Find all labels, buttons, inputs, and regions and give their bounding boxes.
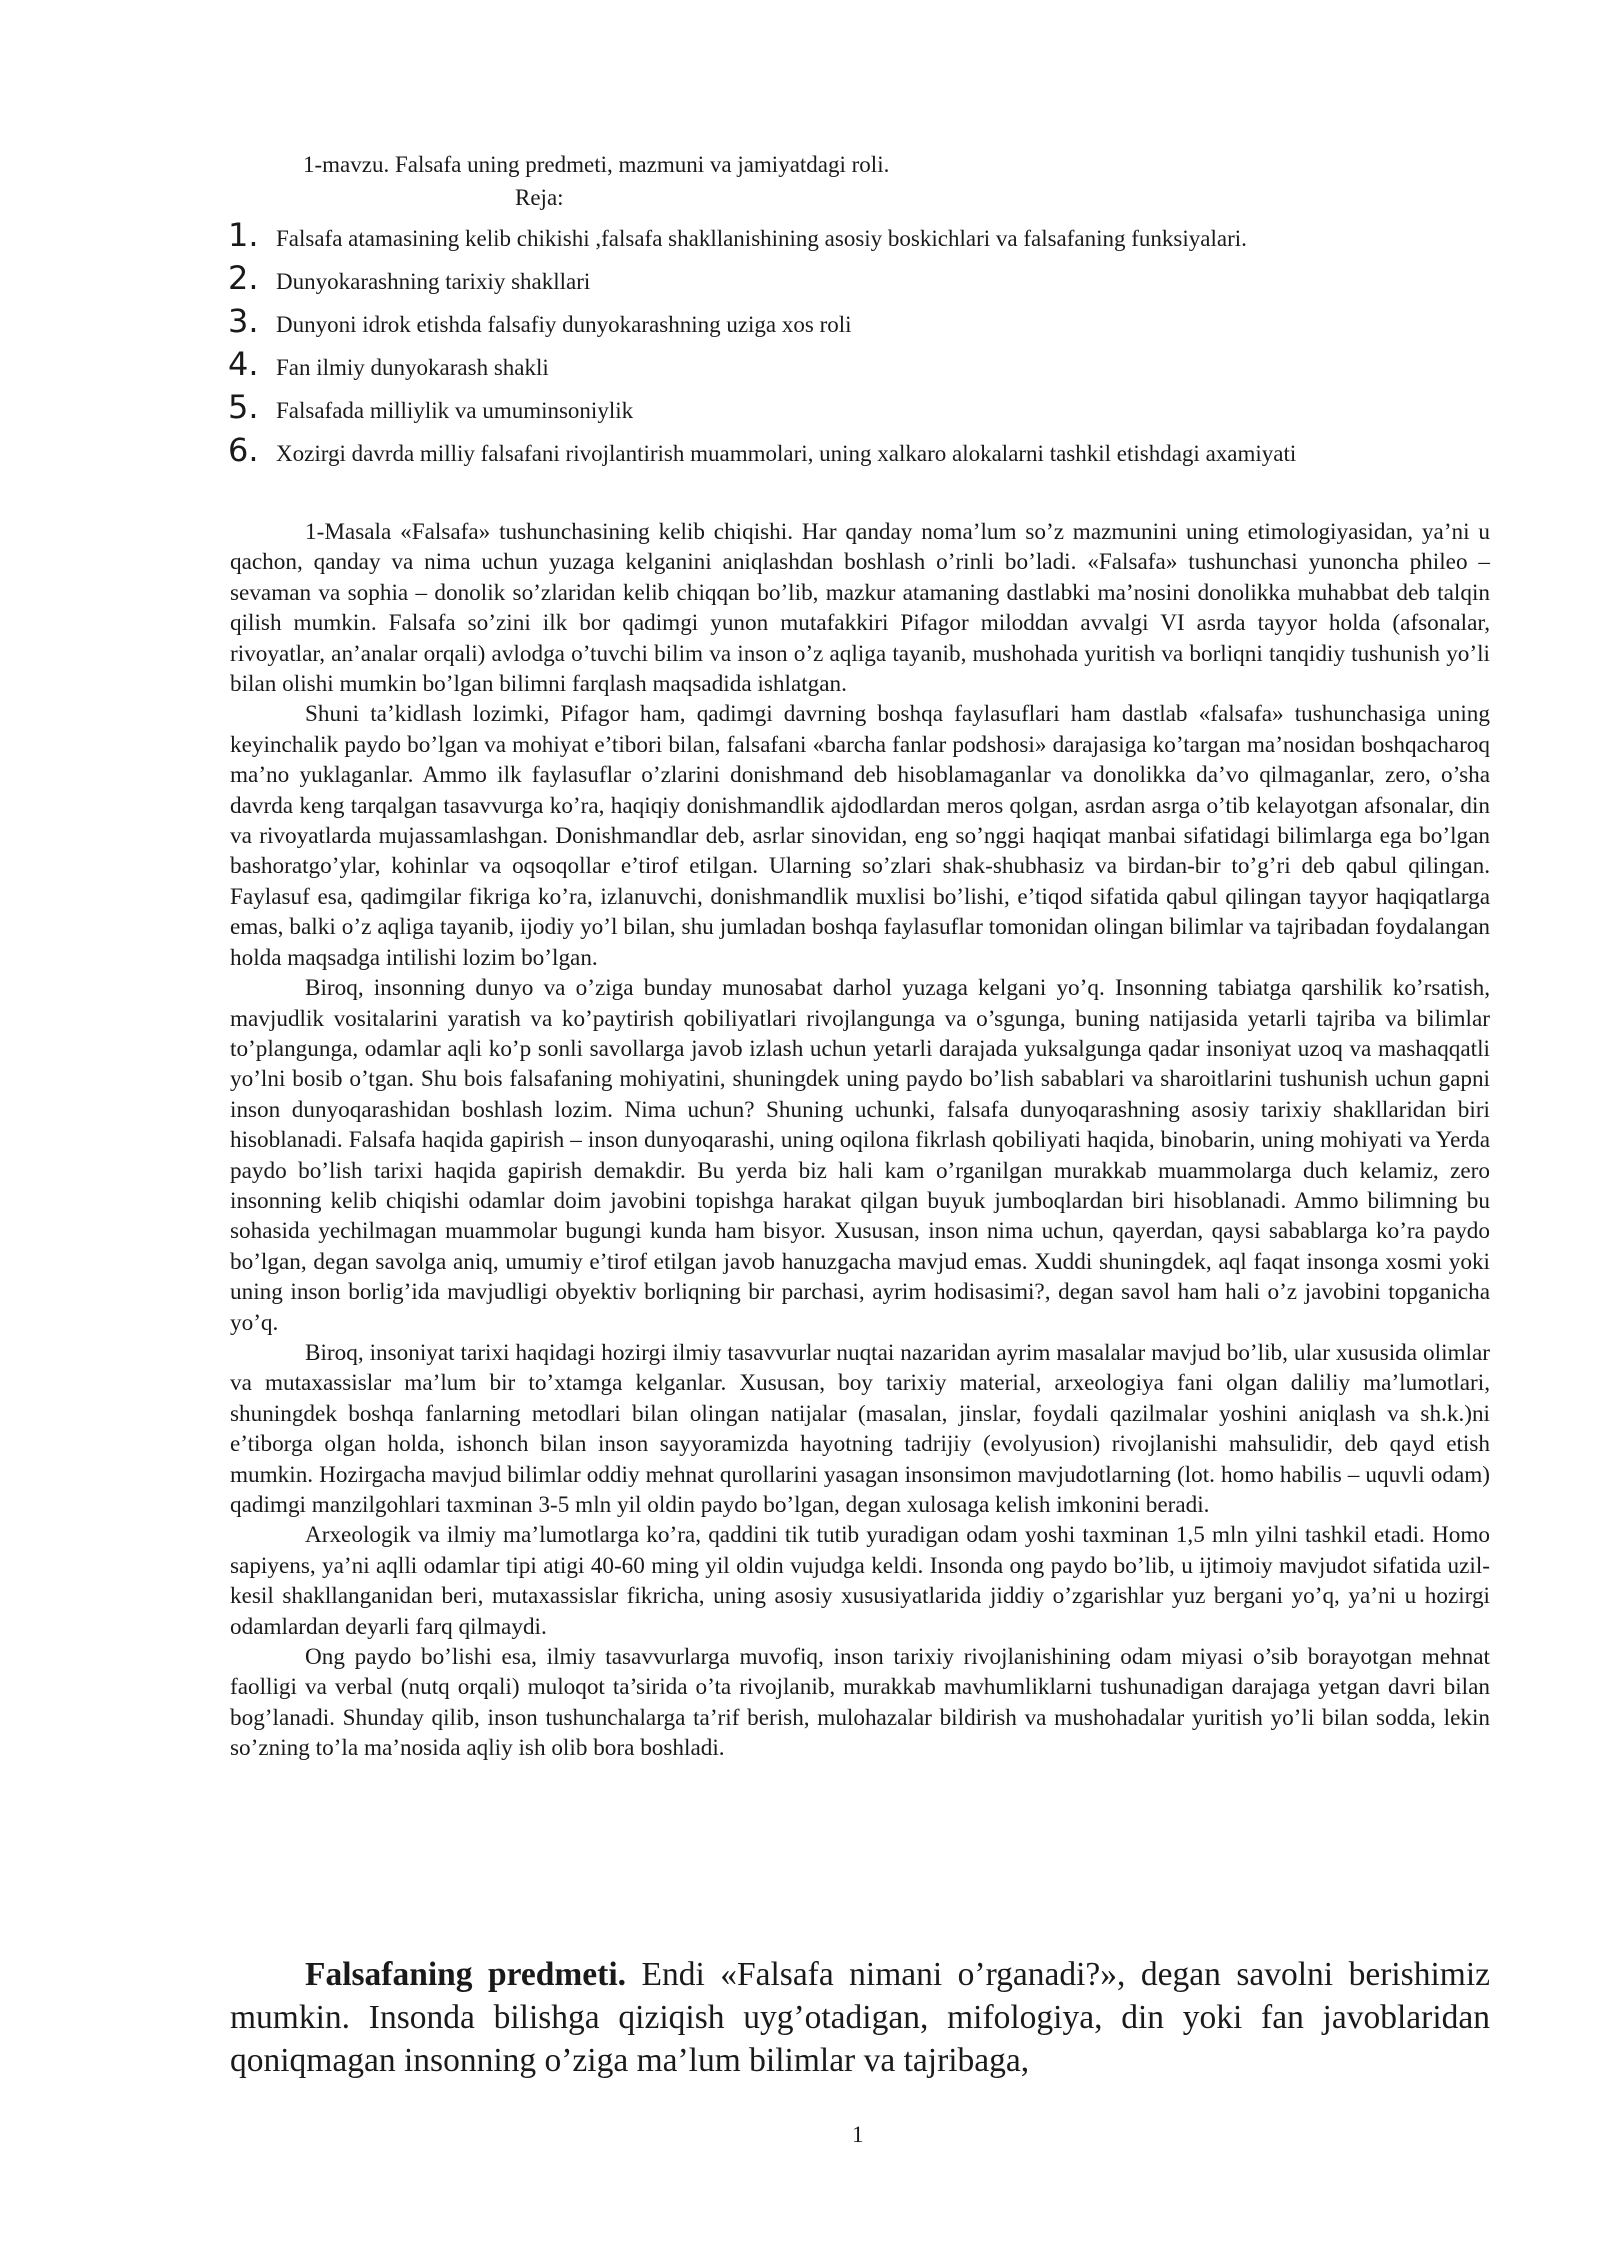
- plan-item-number: 6.: [228, 431, 259, 469]
- plan-item: [228, 431, 1528, 474]
- plan-item-text: Dunyokarashning tarixiy shakllari: [276, 269, 591, 294]
- paragraph: Biroq, insoniyat tarixi haqidagi hozirgi ilmiy tasavvurlar nuqtai nazaridan ayrim masalalar mavjud bo’lib, ular xususida olimlar va mutaxassislar ma’lum bir to’xtamga kelganlar. Xususan, boy tarixiy material, arxeologiya fani olgan daliliy ma’lumotlari, shuningdek boshqa fanlarning metodlari bilan olingan natijalar (masalan, jinslar, foydali qazilmalar yoshini aniqlash va sh.k.)ni e’tiborga olgan holda, ishonch bilan inson sayyoramizda hayotning tadrijiy (evolyusion) rivojlanishi mahsulidir, deb qayd etish mumkin. Hozirgacha mavjud bilimlar oddiy mehnat qurollarini yasagan insonsimon mavjudotlarning (lot. homo habilis – uquvli odam) qadimgi manzilgohlari taxminan 3-5 mln yil oldin paydo bo’lgan, degan xulosaga kelish imkonini beradi.: [230, 1339, 1490, 1518]
- body-text: [230, 517, 1490, 1764]
- section-text: Endi «Falsafa nimani o’rganadi?», degan savolni berishimiz mumkin. Insonda bilishga qiziqish uyg’otadigan, mifologiya, din yoki fan javoblaridan qoniqmagan insonning o’ziga ma’lum bilimlar va tajribaga,: [230, 1956, 1490, 2079]
- section-block: [230, 1953, 1490, 2082]
- plan-item-text: Falsafada milliylik va umuminsoniylik: [276, 398, 634, 423]
- plan-item: [228, 345, 1528, 388]
- section-paragraph: [230, 1953, 1490, 2082]
- plan-item-text: Dunyoni idrok etishda falsafiy dunyokarashning uziga xos roli: [276, 312, 852, 337]
- plan-item: [228, 216, 1528, 259]
- paragraph: Biroq, insonning dunyo va o’ziga bunday munosabat darhol yuzaga kelgani yo’q. Insonning tabiatga qarshilik ko’rsatish, mavjudlik vositalarini yaratish va ko’paytirish qobiliyatlari rivojlangunga va o’sgunga, buning natijasida yetarli tajriba va bilimlar to’plangunga, odamlar aqli ko’p sonli savollarga javob izlash uchun yetarli darajada yuksalgunga qadar insoniyat uzoq va mashaqqatli yo’lni bosib o’tgan. Shu bois falsafaning mohiyatini, shuningdek uning paydo bo’lish sabablari va sharoitlarini tushunish uchun gapni inson dunyoqarashidan boshlash lozim. Nima uchun? Shuning uchunki, falsafa dunyoqarashning asosiy tarixiy shakllaridan biri hisoblanadi. Falsafa haqida gapirish – inson dunyoqarashi, uning oqilona fikrlash qobiliyati haqida, binobarin, uning mohiyati va Yerda paydo bo’lish tarixi haqida gapirish demakdir. Bu yerda biz hali kam o’rganilgan murakkab muammolarga duch kelamiz, zero insonning kelib chiqishi odamlar doim javobini topishga harakat qilgan buyuk jumboqlardan biri hisoblanadi. Ammo bilimning bu sohasida yechilmagan muammolar bugungi kunda ham bisyor. Xususan, inson nima uchun, qayerdan, qaysi sabablarga ko’ra paydo bo’lgan, degan savolga aniq, umumiy e’tirof etilgan javob hanuzgacha mavjud emas. Xuddi shuningdek, aql faqat insonga xosmi yoki uning inson borlig’ida mavjudligi obyektiv borliqning bir parchasi, ayrim hodisasimi?, degan savol ham hali o’z javobini topganicha yo’q.: [230, 975, 1490, 1336]
- section-heading: Falsafaning predmeti.: [305, 1956, 627, 1993]
- topic-title: 1-mavzu. Falsafa uning predmeti, mazmuni va jamiyatdagi roli.: [303, 152, 890, 177]
- paragraph: Shuni ta’kidlash lozimki, Pifagor ham, qadimgi davrning boshqa faylasuflari ham dastlab «falsafa» tushunchasiga uning keyinchalik paydo bo’lgan va mohiyat e’tibori bilan, falsafani «barcha fanlar podshosi» darajasiga ko’targan ma’nosidan boshqacharoq ma’no yuklaganlar. Ammo ilk faylasuflar o’zlarini donishmand deb hisoblamaganlar va donolikka da’vo qilmaganlar, zero, o’sha davrda keng tarqalgan tasavvurga ko’ra, haqiqiy donishmandlik ajdodlardan meros qolgan, asrdan asrga o’tib kelayotgan afsonalar, din va rivoyatlarda mujassamlashgan. Donishmandlar deb, asrlar sinovidan, eng so’nggi haqiqat manbai sifatidagi bilimlarga ega bo’lgan bashoratgo’ylar, kohinlar va oqsoqollar e’tirof etilgan. Ularning so’zlari shak-shubhasiz va birdan-bir to’g’ri deb qabul qilingan. Faylasuf esa, qadimgilar fikriga ko’ra, izlanuvchi, donishmandlik muxlisi bo’lishi, e’tiqod sifatida qabul qilingan tayyor haqiqatlarga emas, balki o’z aqliga tayanib, ijodiy yo’l bilan, shu jumladan boshqa faylasuflar tomonidan olingan bilimlar va tajribadan foydalangan holda maqsadga intilishi lozim bo’lgan.: [230, 701, 1490, 971]
- plan-item: [228, 259, 1528, 302]
- plan-item-text: Fan ilmiy dunyokarash shakli: [276, 355, 549, 380]
- plan-item-number: 4.: [228, 345, 259, 383]
- plan-item-text: Falsafa atamasining kelib chikishi ,falsafa shakllanishining asosiy boskichlari va falsafaning funksiyalari.: [276, 226, 1247, 251]
- paragraph: 1-Masala «Falsafa» tushunchasining kelib chiqishi. Har qanday noma’lum so’z mazmunini uning etimologiyasidan, ya’ni u qachon, qanday va nima uchun yuzaga kelganini aniqlashdan boshlash o’rinli bo’ladi. «Falsafa» tushunchasi yunoncha phileo – sevaman va sophia – donolik so’zlaridan kelib chiqqan bo’lib, mazkur atamaning dastlabki ma’nosini donolikka muhabbat deb talqin qilish mumkin. Falsafa so’zini ilk bor qadimgi yunon mutafakkiri Pifagor miloddan avvalgi VI asrda tayyor holda (afsonalar, rivoyatlar, an’analar orqali) avlodga o’tuvchi bilim va inson o’z aqliga tayanib, mushohada yuritish va borliqni tanqidiy tushunish yo’li bilan olishi mumkin bo’lgan bilimni farqlash maqsadida ishlatgan.: [230, 519, 1490, 698]
- paragraph: Arxeologik va ilmiy ma’lumotlarga ko’ra, qaddini tik tutib yuradigan odam yoshi taxminan 1,5 mln yilni tashkil etadi. Homo sapiyens, ya’ni aqlli odamlar tipi atigi 40-60 ming yil oldin vujudga keldi. Insonda ong paydo bo’lib, u ijtimoiy mavjudot sifatida uzil-kesil shakllanganidan beri, mutaxassislar fikricha, uning asosiy xususiyatlarida jiddiy o’zgarishlar yuz bergani yo’q, ya’ni u hozirgi odamlardan deyarli farq qilmaydi.: [230, 1522, 1490, 1640]
- paragraph: Ong paydo bo’lishi esa, ilmiy tasavvurlarga muvofiq, inson tarixiy rivojlanishining odam miyasi o’sib borayotgan mehnat faolligi va verbal (nutq orqali) muloqot ta’sirida o’ta rivojlanib, murakkab mavhumliklarni tushunadigan darajaga yetgan davri bilan bog’lanadi. Shunday qilib, inson tushunchalarga ta’rif berish, mulohazalar bildirish va mushohadalar yuritish yo’li bilan sodda, lekin so’zning to’la ma’nosida aqliy ish olib bora boshladi.: [230, 1644, 1490, 1762]
- plan-item-number: 3.: [228, 302, 259, 340]
- page-number: 1: [852, 2122, 864, 2147]
- plan-item: [228, 302, 1528, 345]
- plan-list: [228, 216, 1528, 474]
- plan-item-number: 5.: [228, 388, 259, 426]
- plan-item-number: 2.: [228, 259, 259, 297]
- plan-item-text: Xozirgi davrda milliy falsafani rivojlantirish muammolari, uning xalkaro alokalarni tashkil etishdagi axamiyati: [276, 441, 1297, 466]
- plan-item: [228, 388, 1528, 431]
- plan-heading: Reja:: [515, 185, 564, 210]
- plan-item-number: 1.: [228, 216, 259, 254]
